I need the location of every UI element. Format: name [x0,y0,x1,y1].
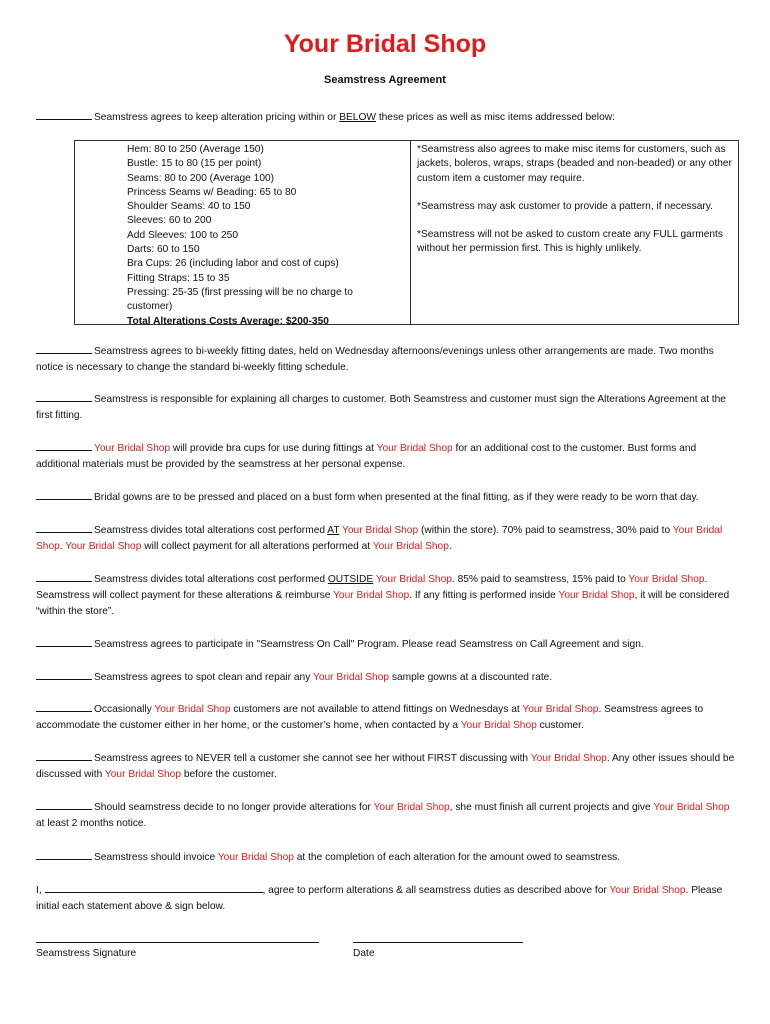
statement-on-call: Seamstress agrees to participate in "Seamstress On Call" Program. Please read Seamstress on Call Agreement and sign. [36,636,736,653]
document-subtitle: Seamstress Agreement [324,74,446,86]
statement-cost-outside: Seamstress divides total alterations cost performed OUTSIDE Your Bridal Shop. 85% paid to seamstress, 15% paid to Your Bridal Shop. Seamstress will collect payment for these alterations & reimburse Your Bridal Shop. If any fitting is performed inside Your Bridal Shop, it will be considered “within the store”. [36,571,736,620]
statement-cost-inside: Seamstress divides total alterations cost performed AT Your Bridal Shop (within the store). 70% paid to seamstress, 30% paid to Your Bridal Shop. Your Bridal Shop will collect payment for all alterations performed at Your Bridal Shop. [36,522,736,555]
seamstress-signature-line[interactable] [36,942,319,943]
statement-pressing: Bridal gowns are to be pressed and placed on a bust form when presented at the final fitting, as if they were ready to be worn that day. [36,489,736,506]
statement-spot-clean: Seamstress agrees to spot clean and repair any Your Bridal Shop sample gowns at a discounted rate. [36,669,736,686]
price-row: Fitting Straps: 15 to 35 [127,272,230,284]
price-row: Seams: 80 to 200 (Average 100) [127,172,275,184]
initial-blank[interactable] [36,799,92,810]
price-row-pressing: Pressing: 25-35 (first pressing will be no charge to customer) [127,286,353,313]
intro-statement: Seamstress agrees to keep alteration pricing within or BELOW these prices as well as misc items addressed below: [36,109,736,126]
shop-title: Your Bridal Shop [283,30,487,58]
initial-blank[interactable] [36,109,92,120]
initial-blank[interactable] [36,750,92,761]
price-row: Bra Cups: 26 (including labor and cost of cups) [127,258,339,270]
price-row: Add Sleeves: 100 to 250 [127,229,239,241]
initial-blank[interactable] [36,440,92,451]
note-pattern: *Seamstress may ask customer to provide a pattern, if necessary. [417,200,713,212]
initial-blank[interactable] [36,489,92,500]
statement-fitting-dates: Seamstress agrees to bi-weekly fitting dates, held on Wednesday afternoons/evenings unless other arrangements are made. Two months notice is necessary to change the standard bi-weekly fitting schedule. [36,343,736,376]
note-full-garments: *Seamstress will not be asked to custom create any FULL garments without her permission first. This is highly unlikely. [417,229,723,255]
initial-blank[interactable] [36,522,92,533]
price-row: Bustle: 15 to 80 (15 per point) [127,158,262,170]
initial-blank[interactable] [36,343,92,354]
total-average: Total Alterations Costs Average: $200-350 [127,315,329,327]
statement-bra-cups: Your Bridal Shop will provide bra cups for use during fittings at Your Bridal Shop for an additional cost to the customer. Bust forms and additional materials must be provided by the seamstress at her personal expense. [36,440,736,473]
initial-blank[interactable] [36,636,92,647]
price-row: Hem: 80 to 250 (Average 150) [127,144,264,155]
name-field[interactable] [45,882,263,893]
price-row: Darts: 60 to 150 [127,244,200,256]
statement-invoice: Seamstress should invoice Your Bridal Shop at the completion of each alteration for the amount owed to seamstress. [36,849,736,866]
note-misc-items: *Seamstress also agrees to make misc items for customers, such as jackets, boleros, wraps, straps (beaded and non-beaded) or any other custom item a customer may require. [417,144,732,184]
statement-never-refuse: Seamstress agrees to NEVER tell a customer she cannot see her without FIRST discussing with Your Bridal Shop. Any other issues should be discussed with Your Bridal Shop before the customer. [36,750,736,783]
initial-blank[interactable] [36,701,92,712]
date-label: Date [353,948,375,959]
pricing-table [74,140,739,325]
price-row: Shoulder Seams: 40 to 150 [127,201,251,213]
statement-home-fittings: Occasionally Your Bridal Shop customers are not available to attend fittings on Wednesdays at Your Bridal Shop. Seamstress agrees to accommodate the customer either in her home, or the customer’s home, when contacted by a Your Bridal Shop customer. [36,701,736,734]
price-row: Sleeves: 60 to 200 [127,215,212,227]
statement-notice: Should seamstress decide to no longer provide alterations for Your Bridal Shop, she must finish all current projects and give Your Bridal Shop at least 2 months notice. [36,799,736,832]
initial-blank[interactable] [36,669,92,680]
seamstress-signature-label: Seamstress Signature [36,948,137,959]
misc-notes [411,141,738,324]
closing-statement: I, , agree to perform alterations & all seamstress duties as described above for Your Bridal Shop. Please initial each statement above & sign below. [36,882,736,915]
initial-blank[interactable] [36,391,92,402]
price-row: Princess Seams w/ Beading: 65 to 80 [127,186,297,198]
date-line[interactable] [353,942,523,943]
pricing-list [75,141,411,327]
initial-blank[interactable] [36,571,92,582]
initial-blank[interactable] [36,849,92,860]
statement-charges: Seamstress is responsible for explaining all charges to customer. Both Seamstress and customer must sign the Alterations Agreement at the first fitting. [36,391,736,424]
